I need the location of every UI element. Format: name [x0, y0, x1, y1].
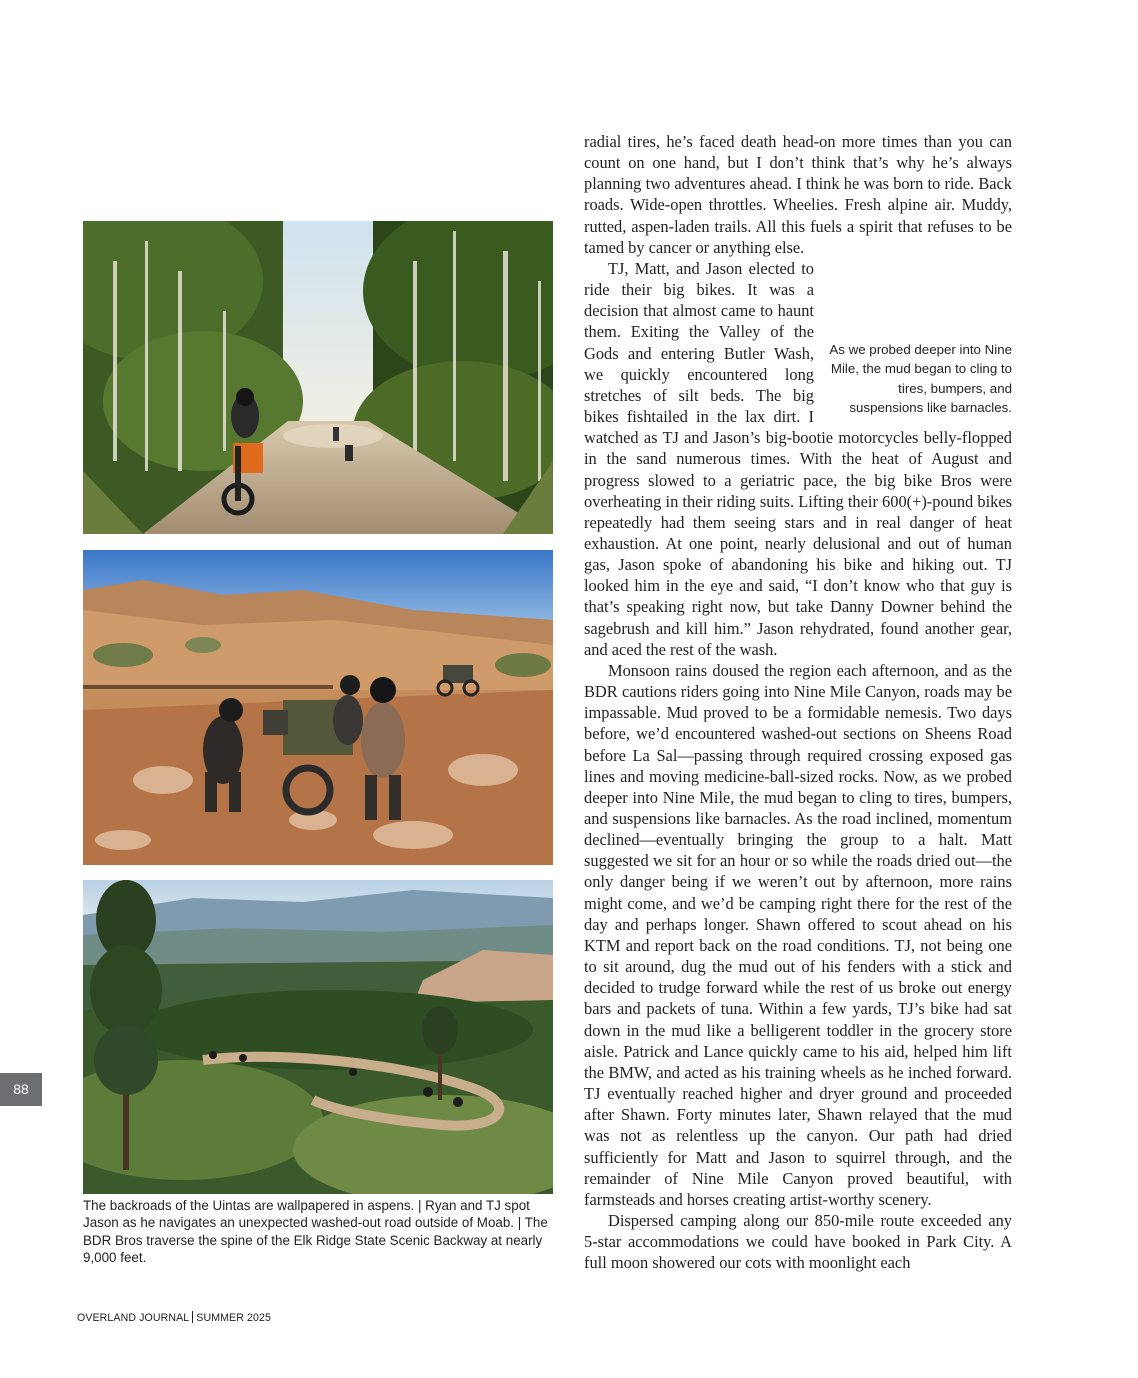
pull-quote: As we probed deeper into Nine Mile, the mud began to cling to tires, bumpers, and suspensions like barnacles. [829, 341, 1012, 416]
article-paragraph: radial tires, he’s faced death head-on more times than you can count on one hand, but I don’t think that’s why he’s always planning two adventures ahead. I think he was born to ride. Back roads. Wide-open throttles. Wheelies. Fresh alpine air. Muddy, rutted, aspen-laden trails. All this fuels a spirit that refuses to be tamed by cancer or anything else. [584, 132, 1012, 257]
footer-publication: OVERLAND JOURNAL [77, 1312, 190, 1324]
footer-issue: SUMMER 2025 [196, 1312, 271, 1324]
footer-divider [192, 1311, 193, 1323]
page-number: 88 [0, 1073, 42, 1106]
washed-out-road-riders-photo [83, 550, 553, 865]
photo-caption: The backroads of the Uintas are wallpapered in aspens. | Ryan and TJ spot Jason as he navigates an unexpected washed-out road outside of Moab. | The BDR Bros traverse the spine of the Elk Ridge State Scenic Backway at nearly 9,000 feet. [83, 1198, 548, 1266]
footer [77, 1311, 271, 1324]
elk-ridge-scenic-backway-photo [83, 880, 553, 1194]
article-paragraph: TJ, Matt, and Jason elected to ride their big bikes. It was a decision that almost came to haunt them. Exiting the Valley of the Gods and entering Butler Wash, we quickly encountered long stretches of silt beds. The big bikes fishtailed in the lax dirt. I watched as TJ and Jason’s big-bootie motorcycles belly-flopped in the sand numerous times. With the heat of August and progress slowed to a geriatric pace, the big bike Bros were overheating in their riding suits. Lifting their 600(+)-pound bikes repeatedly had them seeing stars and in real danger of heat exhaustion. At one point, nearly delusional and out of human gas, Jason spoke of abandoning his bike and hiking out. TJ looked him in the eye and said, “I don’t know who that guy is that’s speaking right now, but take Danny Downer behind the sagebrush and kill him.” Jason rehydrated, found another gear, and aced the rest of the wash. [584, 258, 1012, 659]
article-paragraph: Monsoon rains doused the region each afternoon, and as the BDR cautions riders going into Nine Mile Canyon, roads may be impassable. Mud proved to be a formidable nemesis. Two days before, we’d encountered washed-out sections on Sheens Road before La Sal—passing through required crossing exposed gas lines and moving medicine-ball-sized rocks. Now, as we probed deeper into Nine Mile, the mud began to cling to tires, bumpers, and suspensions like barnacles. As the road inclined, momentum declined—eventually bringing the group to a halt. Matt suggested we sit for an hour or so while the roads dried out—the only danger being if we weren’t out by afternoon, more rains might come, and we’d be camping right there for the rest of the day and perhaps longer. Shawn offered to scout ahead on his KTM and report back on the road conditions. TJ, not being one to sit around, dug the mud out of his fenders with a stick and decided to trudge forward while the rest of us broke out energy bars and packets of tuna. Within a few yards, TJ’s bike had sat down in the mud like a belligerent toddler in the grocery store aisle. Patrick and Lance quickly came to his aid, helped him lift the BMW, and acted as his training wheels as he inched forward. TJ eventually reached higher and dryer ground and proceeded after Shawn. Forty minutes later, Shawn relayed that the mud was not as relentless up the canyon. Our path had dried sufficiently for Matt and Jason to squirrel through, and the remainder of Nine Mile Canyon proved beautiful, with farmsteads and horses creating artist-worthy scenery. [584, 660, 1012, 1209]
aspen-road-rider-photo [83, 221, 553, 534]
article-body [584, 131, 1012, 1273]
article-paragraph: Dispersed camping along our 850-mile route exceeded any 5-star accommodations we could have booked in Park City. A full moon showered our cots with moonlight each [584, 1210, 1012, 1273]
